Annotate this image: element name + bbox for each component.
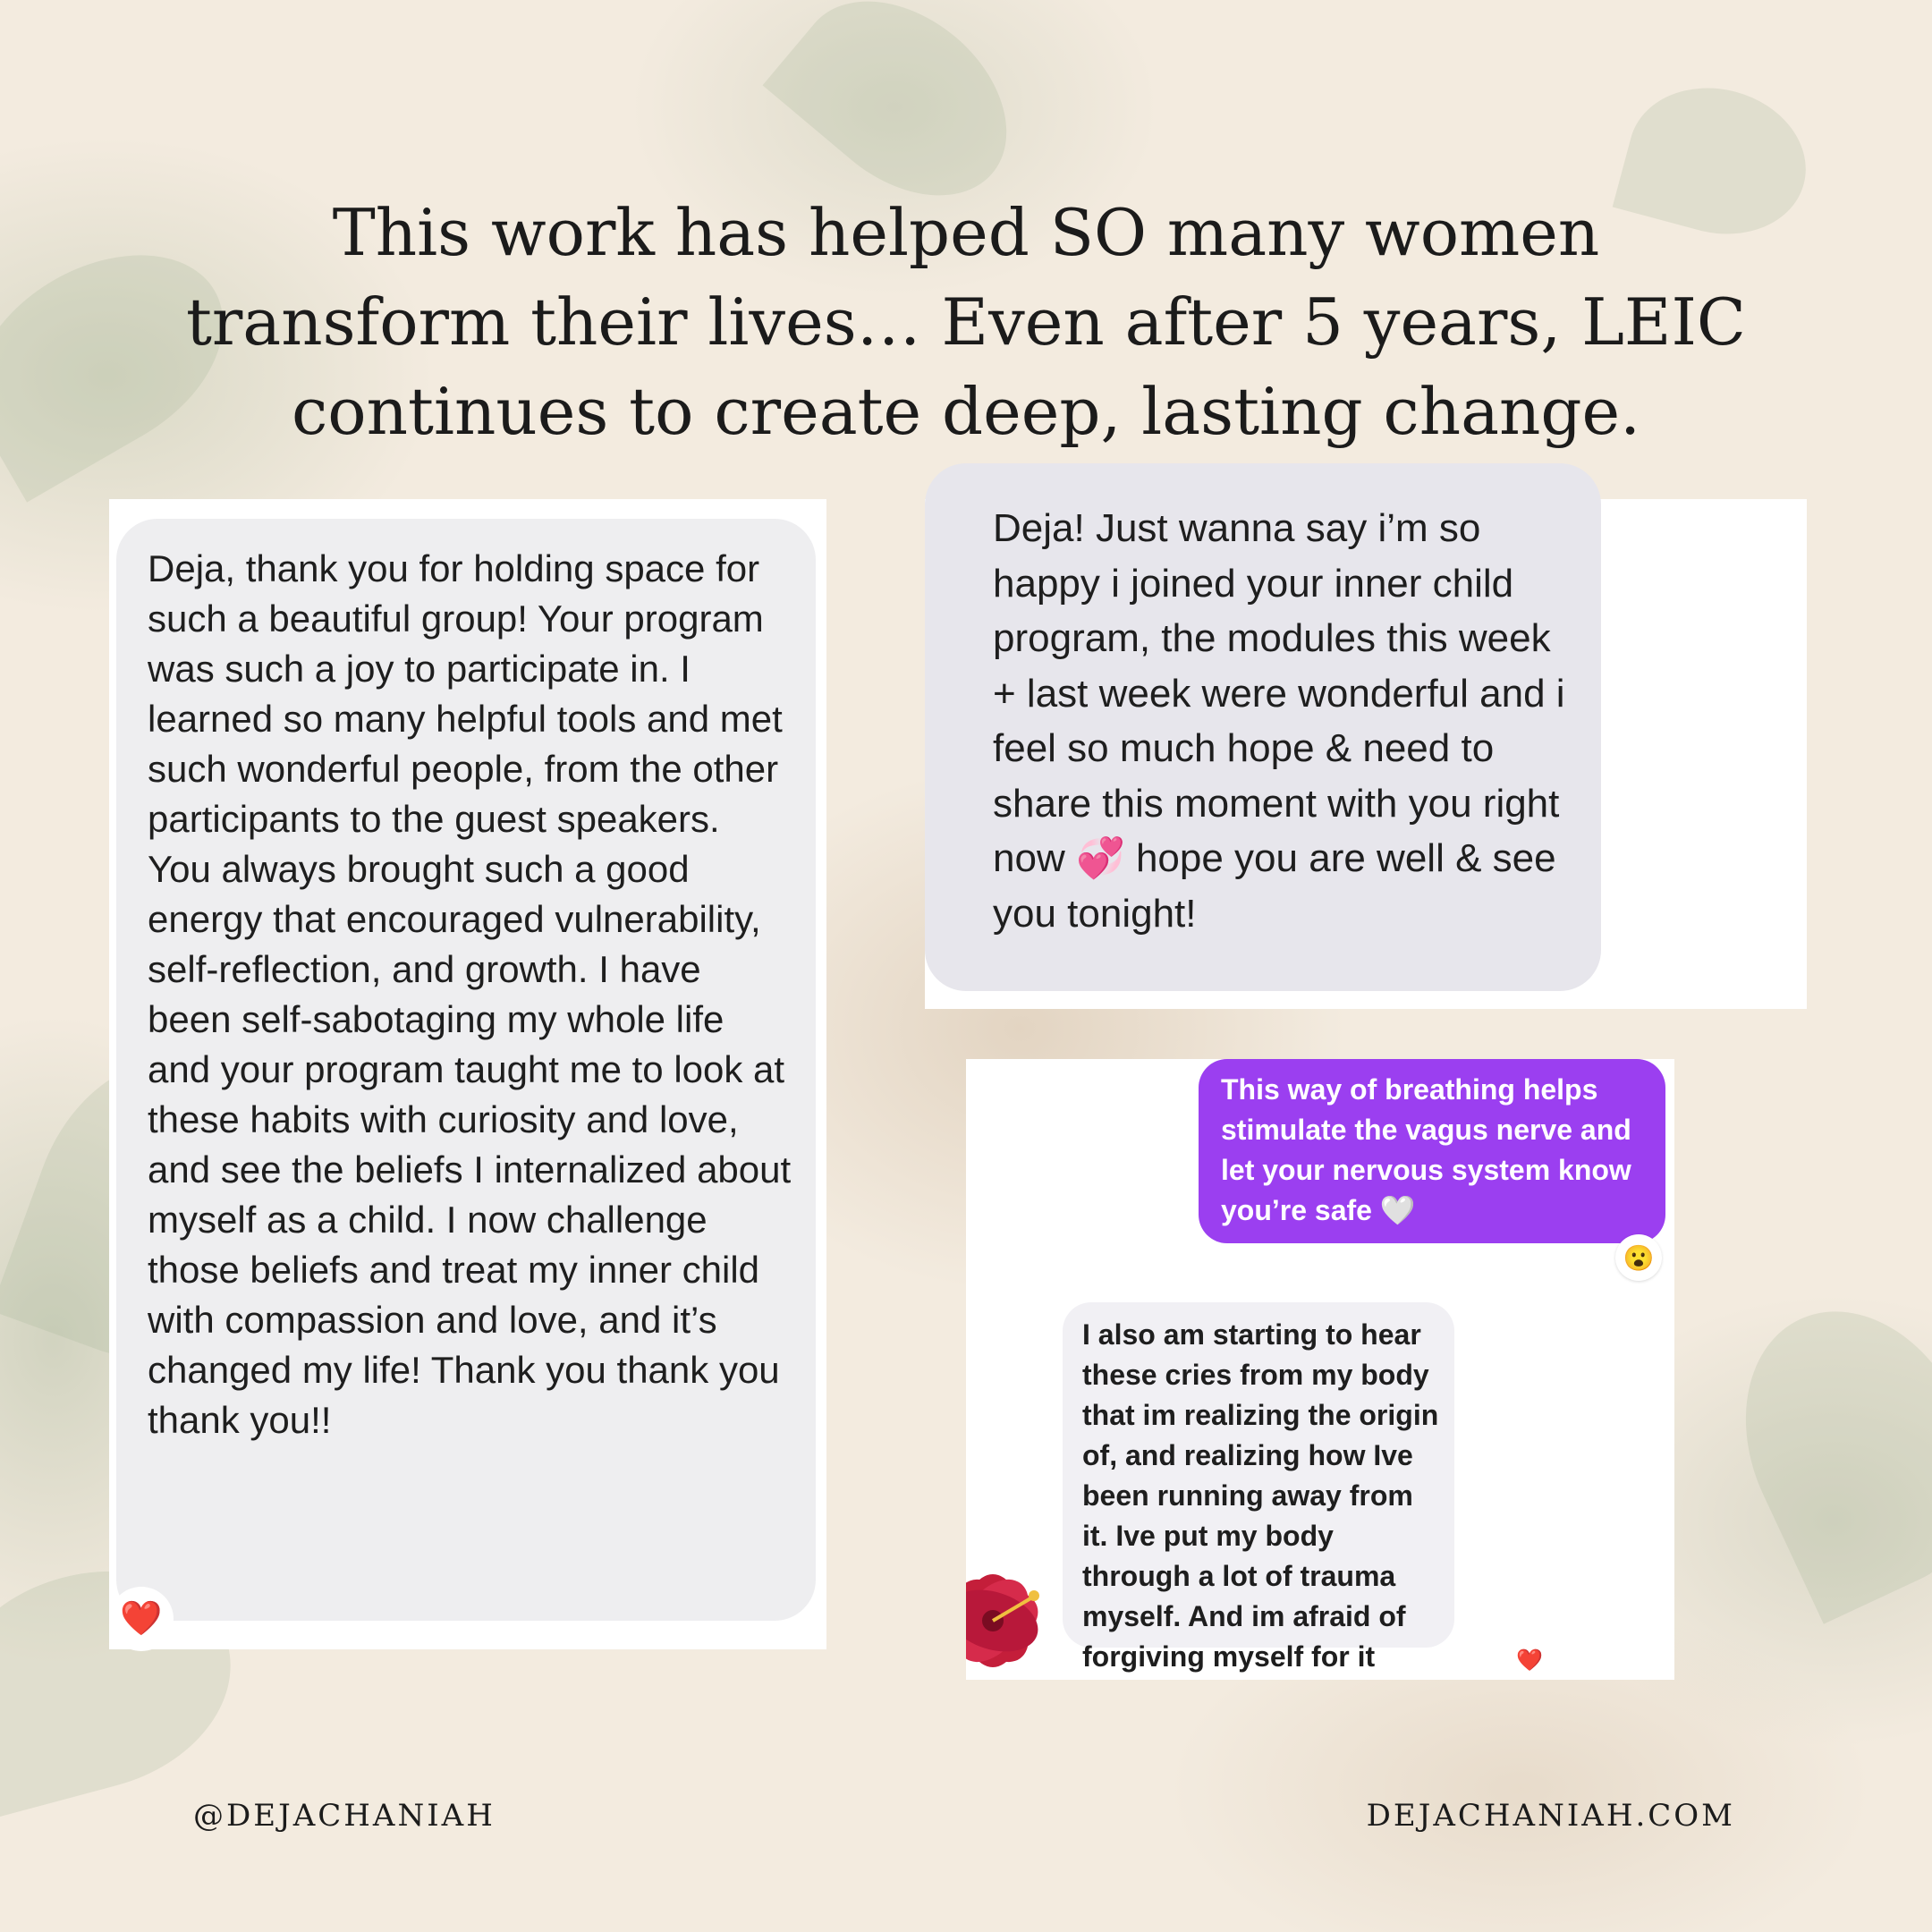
testimonial-card-1	[109, 499, 826, 1649]
testimonial-bubble-1	[116, 519, 816, 1621]
received-message-text: I also am starting to hear these cries from my body that im realizing the origin of, and realizing how Ive been running away from it. Ive put my body through a lot of trauma myself. And im afraid of forgiving myself for it	[1082, 1318, 1439, 1673]
testimonial-text-2: Deja! Just wanna say i’m so happy i joined your inner child program, the modules this week + last week were wonderful and i feel so much hope & need to share this moment with you right now 💞 hope you are well & see you tonight!	[993, 506, 1565, 936]
sent-message-bubble	[1199, 1059, 1665, 1243]
heart-reaction-small-icon: ❤️	[1510, 1640, 1549, 1680]
heart-reaction-icon: ❤️	[109, 1587, 174, 1651]
footer-website[interactable]: DEJACHANIAH.COM	[1366, 1798, 1735, 1834]
testimonial-card-3	[966, 1059, 1674, 1680]
sent-message-text: This way of breathing helps stimulate the vagus nerve and let your nervous system know you’re safe 🤍	[1221, 1073, 1631, 1226]
footer-handle: @DEJACHANIAH	[193, 1798, 496, 1834]
received-message-bubble	[1063, 1302, 1454, 1673]
testimonial-bubble-2	[925, 463, 1601, 991]
hibiscus-flower-icon	[966, 1549, 1055, 1680]
headline: This work has helped SO many women transform their lives… Even after 5 years, LEIC continues to create deep, lasting change.	[185, 195, 1747, 449]
testimonial-card-2	[925, 499, 1807, 1009]
testimonial-text-1: Deja, thank you for holding space for such a beautiful group! Your program was such a joy to participate in. I learned so many helpful tools and met such wonderful people, from the other participants to the guest speakers. You always brought such a good energy that encouraged vulnerability, self-reflection, and growth. I have been self-sabotaging my whole life and your program taught me to look at these habits with curiosity and love, and see the beliefs I internalized about myself as a child. I now challenge those beliefs and treat my inner child with compassion and love, and it’s changed my life! Thank you thank you thank you!!	[148, 547, 792, 1441]
surprised-reaction-icon: 😮	[1615, 1234, 1662, 1281]
